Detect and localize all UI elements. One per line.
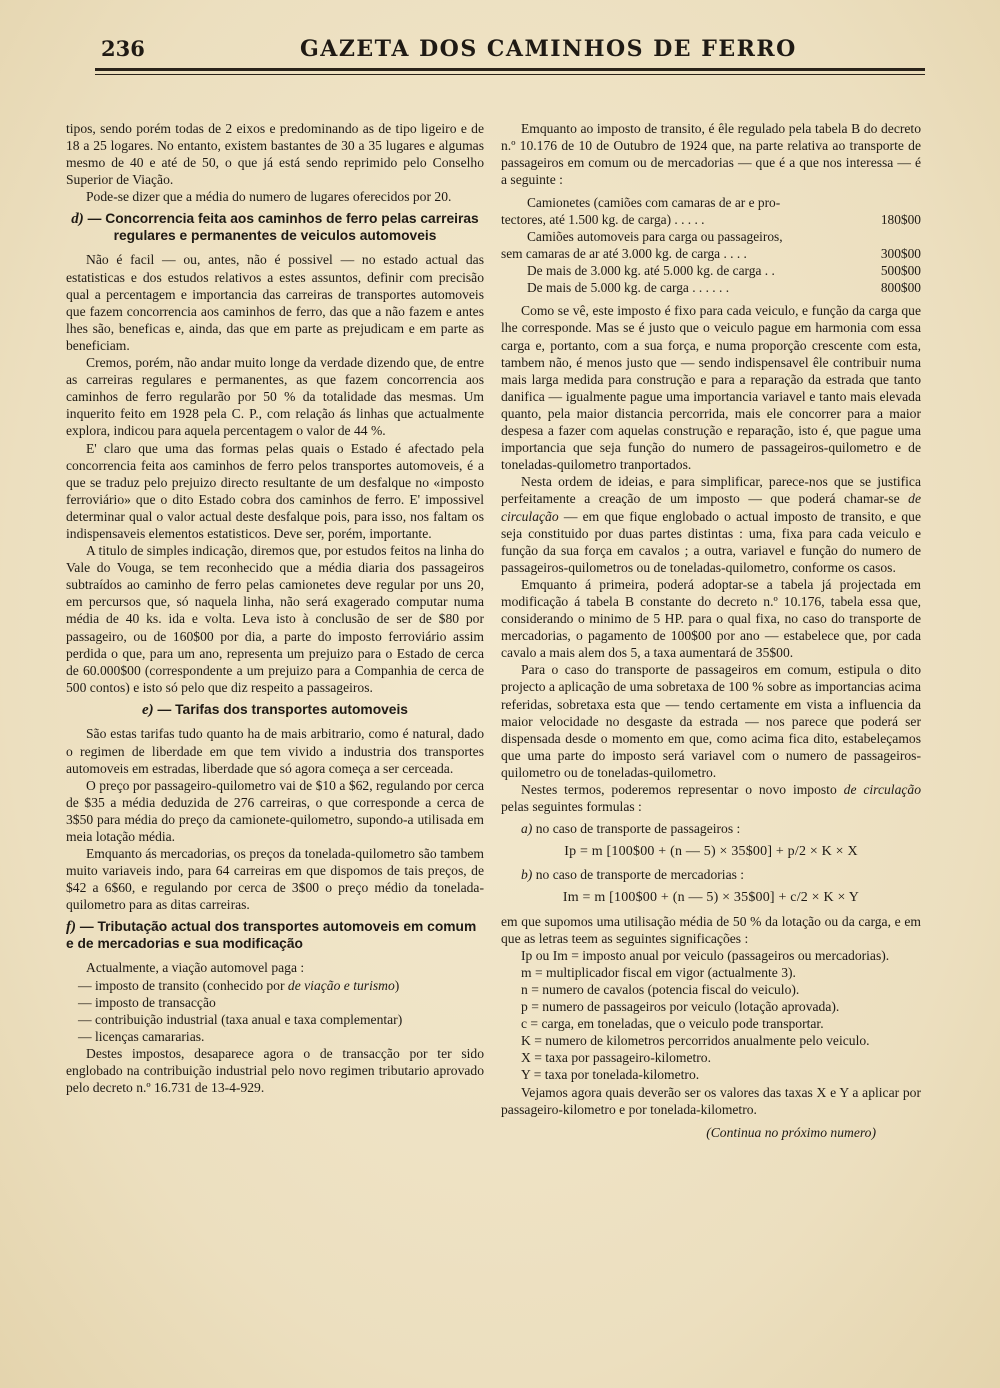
list-item: — imposto de transacção <box>78 994 216 1010</box>
paragraph: Emquanto á primeira, poderá adoptar-se a tabela já projectada em modificação á tabela B constante do decreto n.º 10.176, tabela essa que, considerando o minimo de 5 HP. para o qual fixa, no caso do transporte de mercadorias, o pagamento de 100$00 por ano — estabelece que, por cada cavalo a mais alem dos 5, a taxa aumentará de 35$00. <box>501 576 921 661</box>
paragraph: Actualmente, a viação automovel paga : <box>86 960 305 976</box>
paragraph: A titulo de simples indicação, diremos que, por estudos feitos na linha do Vale do Vouga, se tem reconhecido que a média diaria dos passageiros subtraídos ao caminho de ferro pelas camionetes deve regular por uns 20, em percursos que, só naquela linha, não será exagerado computar numa média de 40 ks. ida e volta. Leva isto à conclusão de ser de $80 por passageiro, ou de 160$00 por dia, a parte do imposto ferroviário assim perdida o que, para um ano, representa um prejuizo para o Estado de cerca de 60.000$00 (correspondente a um prejuizo para a Companhia de cerca de 500 contos) e isto só pelo que diz respeito a passageiros. <box>66 543 484 695</box>
definition-item: Ip ou Im = imposto anual por veiculo (passageiros ou mercadorias). <box>521 947 890 963</box>
section-title-text: — Concorrencia feita aos caminhos de ferro pelas carreiras regulares e permanentes de veiculos automoveis <box>87 211 479 243</box>
definition-item: K = numero de kilometros percorridos anualmente pelo veiculo. <box>521 1033 870 1049</box>
paragraph: Emquanto ás mercadorias, os preços da tonelada-quilometro são tambem muito variaveis indo, para 64 carreiras em que dispomos de tais preços, de $42 a 6$60, e regulando por cerca de 3$00 o preço médio da tonelada-quilometro para as ditas carreiras. <box>66 846 484 913</box>
list-item: — licenças camararias. <box>78 1028 205 1044</box>
paragraph: Nesta ordem de ideias, e para simplificar, parece-nos que se justifica perfeitamente a creação de um imposto — que poderá chamar-se de circulação — em que fique englobado o actual imposto de transito, e que seja constituido por duas partes distintas : uma, fixa para cada veiculo e função da sua força em cavalos ; a outra, variavel e função do numero de passageiros-quilometros ou de toneladas-quilometro, conforme os casos. <box>501 474 921 575</box>
paragraph: Não é facil — ou, antes, não é possivel — no estado actual das estatisticas e dos estudos relativos a estes assuntos, definir com precisão qual a percentagem e importancia das carreiras de transportes automoveis que fazem concorrencia aos caminhos de ferro, das que a não fazem e antes lhes são, beneficas e, ainda, das que em parte as prejudicam e em parte as beneficiam. <box>66 252 484 353</box>
paragraph: Pode-se dizer que a média do numero de lugares oferecidos por 20. <box>86 189 452 205</box>
formula-label-b: b) no caso de transporte de mercadorias : <box>521 867 745 883</box>
paragraph: Vejamos agora quais deverão ser os valores das taxas X e Y a aplicar por passageiro-kilometro e por tonelada-kilometro. <box>501 1084 921 1117</box>
tax-row: Camiões automoveis para carga ou passageiros, <box>527 229 783 245</box>
section-letter: d) <box>71 211 84 228</box>
definition-item: p = numero de passageiros por veiculo (lotação aprovada). <box>521 999 840 1015</box>
section-letter: f) <box>66 919 76 936</box>
header-rule-thick <box>95 68 925 71</box>
paragraph: E' claro que uma das formas pelas quais o Estado é afectado pela concorrencia feita aos caminhos de ferro pelos transportes automoveis, é a que se traduz pelo prejuizo directo resultante de um desfalque no «imposto ferroviário» que o dito Estado cobra dos caminhos de ferro. E' impossivel determinar qual o valor actual deste desfalque pois, para isso, nos faltam os indispensaveis elementos estatisticos. Deve ser, porém, importante. <box>66 440 484 541</box>
paragraph: tipos, sendo porém todas de 2 eixos e predominando as de tipo ligeiro e de 18 a 25 logares. No entanto, existem bastantes de 30 a 35 lugares e algumas mesmo de 40 e até de 50, o que já está sendo reprimido pelo Conselho Superior de Viação. <box>66 121 484 188</box>
paragraph: em que supomos uma utilisação média de 50 % da lotação ou da carga, e em que as letras teem as seguintes significações : <box>501 913 921 946</box>
formula-label-a: a) no caso de transporte de passageiros : <box>521 821 741 837</box>
paragraph: Nestes termos, poderemos representar o novo imposto de circulação pelas seguintes formulas : <box>501 782 921 815</box>
definition-item: m = multiplicador fiscal em vigor (actualmente 3). <box>521 964 796 980</box>
tax-row: De mais de 3.000 kg. até 5.000 kg. de carga . . 500$00 <box>527 263 921 279</box>
section-title-text: — Tarifas dos transportes automoveis <box>157 701 408 717</box>
paragraph: Para o caso do transporte de passageiros em comum, estipula o dito projecto a aplicação de uma sobretaxa de 100 % sobre as importancias acima referidas, sobretaxa esta que — tendo certamente em vista a influencia da maior velocidade no desgaste da estrada — nos parece que poderá ser dispensada desde o momento em que, como acima fica dito, estabeleçamos que uma parte do imposto será variavel com o numero de passageiros-quilometro ou de toneladas-quilometro. <box>501 662 921 780</box>
paragraph: Como se vê, este imposto é fixo para cada veiculo, e função da carga que lhe corresponde. Mas se é justo que o veiculo pague em harmonia com essa carga e, portanto, com a sua força, e numa proporção crescente com esta, tambem não, é menos justo que — sendo indispensavel êle contribuir numa mais larga medida para construção e para a reparação da estrada que tanto danifica — igualmente pague uma importancia variavel e tanto mais elevada quanto, pela maior distancia percorrida, mais ele concorrer para a maior despesa a fazer com aquelas construção e reparação, isto é, que pague uma importancia que seja função do numero de passageiros-quilometro e de toneladas-quilometro tranportados. <box>501 303 921 473</box>
tax-table <box>501 194 921 296</box>
right-column <box>501 120 921 1141</box>
paragraph: Destes impostos, desaparece agora o de transacção por ter sido englobado na contribuição industrial pelo novo regimen tributario aprovado pelo decreto n.º 16.731 de 13-4-929. <box>66 1045 484 1096</box>
definition-item: Y = taxa por tonelada-kilometro. <box>521 1067 700 1083</box>
list-item: — contribuição industrial (taxa anual e taxa complementar) <box>78 1011 403 1027</box>
paragraph: Emquanto ao imposto de transito, é êle regulado pela tabela B do decreto n.º 10.176 de 10 de Outubro de 1924 que, na parte relativa ao transporte de passageiros em comum ou de mercadorias — que é a que nos interessa — é a seguinte : <box>501 121 921 188</box>
section-heading-d <box>66 211 484 244</box>
section-heading-e <box>66 702 484 719</box>
page-header <box>95 30 925 70</box>
page-number: 236 <box>101 36 145 61</box>
paragraph: Cremos, porém, não andar muito longe da verdade dizendo que, de entre as carreiras regulares e permanentes, as que fazem concorrencia aos caminhos de ferro regularão por 50 % da totalidade das mesmas. Um inquerito feito em 1928 pela C. P., com relação ás linhas que actualmente explora, indicou para aquela percentagem o valor de 44 %. <box>66 355 484 439</box>
definition-item: c = carga, em toneladas, que o veiculo pode transportar. <box>521 1016 824 1032</box>
formula-goods: Im = m [100$00 + (n — 5) × 35$00] + c/2 × K × Y <box>562 890 860 906</box>
paragraph: O preço por passageiro-quilometro vai de $10 a $62, regulando por cerca de $35 a média deduzida de 276 carreiras, o que corresponde a cerca de 3$50 para média do preço da camionete-quilometro, supondo-a utilisada em meia lotação média. <box>66 777 484 844</box>
formula-passengers: Ip = m [100$00 + (n — 5) × 35$00] + p/2 × K × X <box>564 844 858 860</box>
definition-item: n = numero de cavalos (potencia fiscal do veiculo). <box>521 981 800 997</box>
tax-row: De mais de 5.000 kg. de carga . . . . . . 800$00 <box>527 280 921 296</box>
continued-note: (Continua no próximo numero) <box>706 1124 876 1140</box>
masthead-title: GAZETA DOS CAMINHOS DE FERRO <box>300 36 797 62</box>
section-title-text: — Tributação actual dos transportes automoveis em comum e de mercadorias e sua modificação <box>66 919 477 951</box>
list-item: — imposto de transito (conhecido por de viação e turismo) <box>78 977 400 993</box>
left-column <box>66 120 484 1096</box>
header-rule-thin <box>95 74 925 75</box>
tax-row: sem camaras de ar até 3.000 kg. de carga . . . . 300$00 <box>501 246 921 262</box>
tax-row: tectores, até 1.500 kg. de carga) . . . . . 180$00 <box>501 212 921 228</box>
definition-item: X = taxa por passageiro-kilometro. <box>521 1050 711 1066</box>
paragraph: São estas tarifas tudo quanto ha de mais arbitrario, como é natural, dado o regimen de liberdade em que tem vivido a industria dos transportes automoveis em estradas, liberdade que só agora começa a ser cerceada. <box>66 726 484 776</box>
section-heading-f <box>66 919 484 952</box>
tax-row: Camionetes (camiões com camaras de ar e pro- <box>527 195 781 211</box>
section-letter: e) <box>142 701 154 718</box>
